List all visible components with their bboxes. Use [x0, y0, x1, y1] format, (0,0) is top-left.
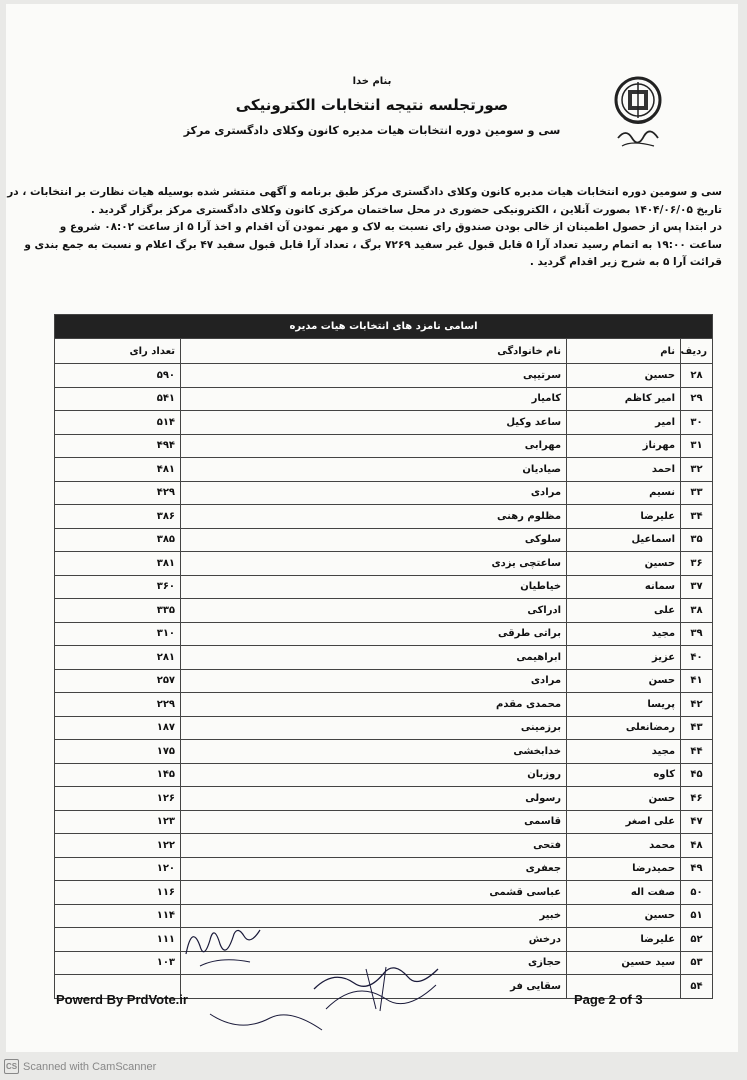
last-name-cell: قاسمی: [181, 810, 567, 834]
row-number-cell: ۳۲: [681, 458, 713, 482]
intro-line: تاریخ ۱۴۰۴/۰۶/۰۵ بصورت آنلاین ، الکترونیکی حضوری در محل ساختمان مرکزی کانون وکلای دادگستری مرکز برگزار گردید .: [90, 203, 722, 216]
last-name-cell: کامیار: [181, 387, 567, 411]
row-number-cell: ۵۱: [681, 904, 713, 928]
table-row: [55, 505, 713, 529]
table-row: [55, 787, 713, 811]
row-number-cell: ۲۸: [681, 364, 713, 388]
signature: [206, 994, 326, 1044]
row-number-cell: ۴۵: [681, 763, 713, 787]
row-number-cell: ۳۰: [681, 411, 713, 435]
first-name-cell: کاوه: [567, 763, 681, 787]
column-header-first-name: نام: [567, 339, 681, 364]
row-number-cell: ۵۲: [681, 928, 713, 952]
votes-cell: ۵۴۱: [55, 387, 181, 411]
scanner-label: Scanned with CamScanner: [23, 1060, 157, 1073]
votes-cell: ۲۸۱: [55, 646, 181, 670]
row-number-cell: ۳۳: [681, 481, 713, 505]
row-number-cell: ۳۸: [681, 599, 713, 623]
table-row: [55, 810, 713, 834]
last-name-cell: ادراکی: [181, 599, 567, 623]
table-row: [55, 434, 713, 458]
votes-cell: ۱۲۲: [55, 834, 181, 858]
row-number-cell: ۴۸: [681, 834, 713, 858]
row-number-cell: ۴۰: [681, 646, 713, 670]
column-header-last-name: نام خانوادگی: [181, 339, 567, 364]
intro-line: سی و سومین دوره انتخابات هیات مدیره کانون وکلای دادگستری مرکز طبق برنامه و آگهی منتشر شده بوسیله هیات نظارت بر انتخابات ، در: [7, 186, 722, 198]
table-row: [55, 951, 713, 975]
table-row: [55, 364, 713, 388]
votes-cell: ۱۱۴: [55, 904, 181, 928]
last-name-cell: خدابخشی: [181, 740, 567, 764]
row-number-cell: ۵۳: [681, 951, 713, 975]
table-body: [55, 364, 713, 999]
bismillah-line: بنام خدا: [352, 76, 392, 87]
first-name-cell: حمیدرضا: [567, 857, 681, 881]
votes-cell: ۱۰۳: [55, 951, 181, 975]
first-name-cell: اسماعیل: [567, 528, 681, 552]
table-row: [55, 740, 713, 764]
first-name-cell: علیرضا: [567, 928, 681, 952]
first-name-cell: علی اصغر: [567, 810, 681, 834]
row-number-cell: ۴۷: [681, 810, 713, 834]
votes-cell: ۱۴۵: [55, 763, 181, 787]
votes-cell: ۴۲۹: [55, 481, 181, 505]
document-page: [6, 4, 738, 1052]
first-name-cell: پریسا: [567, 693, 681, 717]
first-name-cell: حسین: [567, 552, 681, 576]
row-number-cell: ۳۶: [681, 552, 713, 576]
row-number-cell: ۵۴: [681, 975, 713, 999]
row-number-cell: ۴۶: [681, 787, 713, 811]
first-name-cell: احمد: [567, 458, 681, 482]
votes-cell: ۱۱۶: [55, 881, 181, 905]
votes-cell: ۴۸۱: [55, 458, 181, 482]
last-name-cell: مرادی: [181, 481, 567, 505]
first-name-cell: علیرضا: [567, 505, 681, 529]
last-name-cell: حجازی: [181, 951, 567, 975]
votes-cell: ۱۷۵: [55, 740, 181, 764]
first-name-cell: صفت اله: [567, 881, 681, 905]
last-name-cell: ساعتچی یزدی: [181, 552, 567, 576]
first-name-cell: حسن: [567, 787, 681, 811]
column-header-row-number: ردیف: [681, 339, 713, 364]
table-row: [55, 646, 713, 670]
candidates-table: [54, 314, 713, 999]
intro-line: در ابتدا پس از حصول اطمینان از خالی بودن صندوق رای نسبت به لاک و مهر نمودن آن اقدام و اخذ آرا ۵ از ساعت ۰۸:۰۲ شروع و: [59, 221, 722, 233]
last-name-cell: خیاطیان: [181, 575, 567, 599]
table-row: [55, 552, 713, 576]
row-number-cell: ۴۹: [681, 857, 713, 881]
table-row: [55, 881, 713, 905]
last-name-cell: ساعد وکیل: [181, 411, 567, 435]
camscanner-icon: CS: [4, 1059, 19, 1074]
first-name-cell: مجید: [567, 740, 681, 764]
table-row: [55, 834, 713, 858]
last-name-cell: محمدی مقدم: [181, 693, 567, 717]
last-name-cell: روزبان: [181, 763, 567, 787]
last-name-cell: صیادیان: [181, 458, 567, 482]
votes-cell: ۳۸۶: [55, 505, 181, 529]
last-name-cell: مظلوم رهنی: [181, 505, 567, 529]
table-row: [55, 669, 713, 693]
last-name-cell: خبیر: [181, 904, 567, 928]
first-name-cell: سمانه: [567, 575, 681, 599]
table-row: [55, 904, 713, 928]
first-name-cell: امیر: [567, 411, 681, 435]
table-row: [55, 575, 713, 599]
row-number-cell: ۲۹: [681, 387, 713, 411]
table-row: [55, 528, 713, 552]
first-name-cell: مجید: [567, 622, 681, 646]
first-name-cell: مهرناز: [567, 434, 681, 458]
last-name-cell: سلوکی: [181, 528, 567, 552]
table-row: [55, 622, 713, 646]
table-row: [55, 763, 713, 787]
last-name-cell: مهرابی: [181, 434, 567, 458]
intro-paragraph: [7, 184, 722, 272]
last-name-cell: سقایی فر: [181, 975, 567, 999]
table-row: [55, 599, 713, 623]
column-header-votes: تعداد رای: [55, 339, 181, 364]
row-number-cell: ۴۴: [681, 740, 713, 764]
last-name-cell: درخش: [181, 928, 567, 952]
first-name-cell: عزیز: [567, 646, 681, 670]
last-name-cell: برزمینی: [181, 716, 567, 740]
votes-cell: ۴۹۴: [55, 434, 181, 458]
votes-cell: ۳۸۱: [55, 552, 181, 576]
table-row: [55, 693, 713, 717]
votes-cell: ۱۲۰: [55, 857, 181, 881]
intro-line: ساعت ۱۹:۰۰ به اتمام رسید تعداد آرا ۵ قابل قبول غیر سفید ۷۲۶۹ برگ ، تعداد آرا قابل قبول سفید ۴۷ برگ اعلام و نسبت به جمع بندی و: [24, 238, 722, 251]
votes-cell: ۳۳۵: [55, 599, 181, 623]
last-name-cell: ابراهیمی: [181, 646, 567, 670]
votes-cell: ۳۸۵: [55, 528, 181, 552]
row-number-cell: ۳۴: [681, 505, 713, 529]
table-caption: اسامی نامزد های انتخابات هیات مدیره: [55, 315, 713, 339]
table-row: [55, 458, 713, 482]
votes-cell: ۱۲۶: [55, 787, 181, 811]
votes-cell: ۲۲۹: [55, 693, 181, 717]
last-name-cell: عباسی قشمی: [181, 881, 567, 905]
last-name-cell: مرادی: [181, 669, 567, 693]
row-number-cell: ۳۷: [681, 575, 713, 599]
first-name-cell: رمضانعلی: [567, 716, 681, 740]
table-row: [55, 857, 713, 881]
last-name-cell: جعفری: [181, 857, 567, 881]
first-name-cell: محمد: [567, 834, 681, 858]
first-name-cell: حسن: [567, 669, 681, 693]
table-row: [55, 481, 713, 505]
row-number-cell: ۵۰: [681, 881, 713, 905]
table-row: [55, 928, 713, 952]
first-name-cell: نسیم: [567, 481, 681, 505]
votes-cell: ۳۱۰: [55, 622, 181, 646]
scanner-watermark: [4, 1059, 156, 1074]
table-row: [55, 411, 713, 435]
page-number: Page 2 of 3: [574, 992, 643, 1007]
votes-cell: ۵۹۰: [55, 364, 181, 388]
table-row: [55, 716, 713, 740]
first-name-cell: علی: [567, 599, 681, 623]
last-name-cell: رسولی: [181, 787, 567, 811]
last-name-cell: براتی طرقی: [181, 622, 567, 646]
row-number-cell: ۴۲: [681, 693, 713, 717]
intro-line: قرائت آرا ۵ به شرح زیر اقدام گردید .: [529, 256, 722, 268]
last-name-cell: سرتیپی: [181, 364, 567, 388]
votes-cell: ۳۶۰: [55, 575, 181, 599]
row-number-cell: ۳۱: [681, 434, 713, 458]
votes-cell: ۱۸۷: [55, 716, 181, 740]
votes-cell: ۵۱۴: [55, 411, 181, 435]
row-number-cell: ۴۳: [681, 716, 713, 740]
table-row: [55, 387, 713, 411]
document-title: صورتجلسه نتیجه انتخابات الکترونیکی: [235, 96, 509, 114]
first-name-cell: حسین: [567, 904, 681, 928]
first-name-cell: سید حسین: [567, 951, 681, 975]
row-number-cell: ۳۵: [681, 528, 713, 552]
votes-cell: ۱۲۳: [55, 810, 181, 834]
last-name-cell: فتحی: [181, 834, 567, 858]
votes-cell: ۲۵۷: [55, 669, 181, 693]
first-name-cell: حسین: [567, 364, 681, 388]
bar-association-logo: [610, 74, 666, 160]
first-name-cell: امیر کاظم: [567, 387, 681, 411]
document-subtitle: سی و سومین دوره انتخابات هیات مدیره کانون وکلای دادگستری مرکز: [183, 124, 561, 137]
votes-cell: ۱۱۱: [55, 928, 181, 952]
row-number-cell: ۳۹: [681, 622, 713, 646]
powered-by-label: Powerd By PrdVote.ir: [56, 992, 188, 1007]
row-number-cell: ۴۱: [681, 669, 713, 693]
